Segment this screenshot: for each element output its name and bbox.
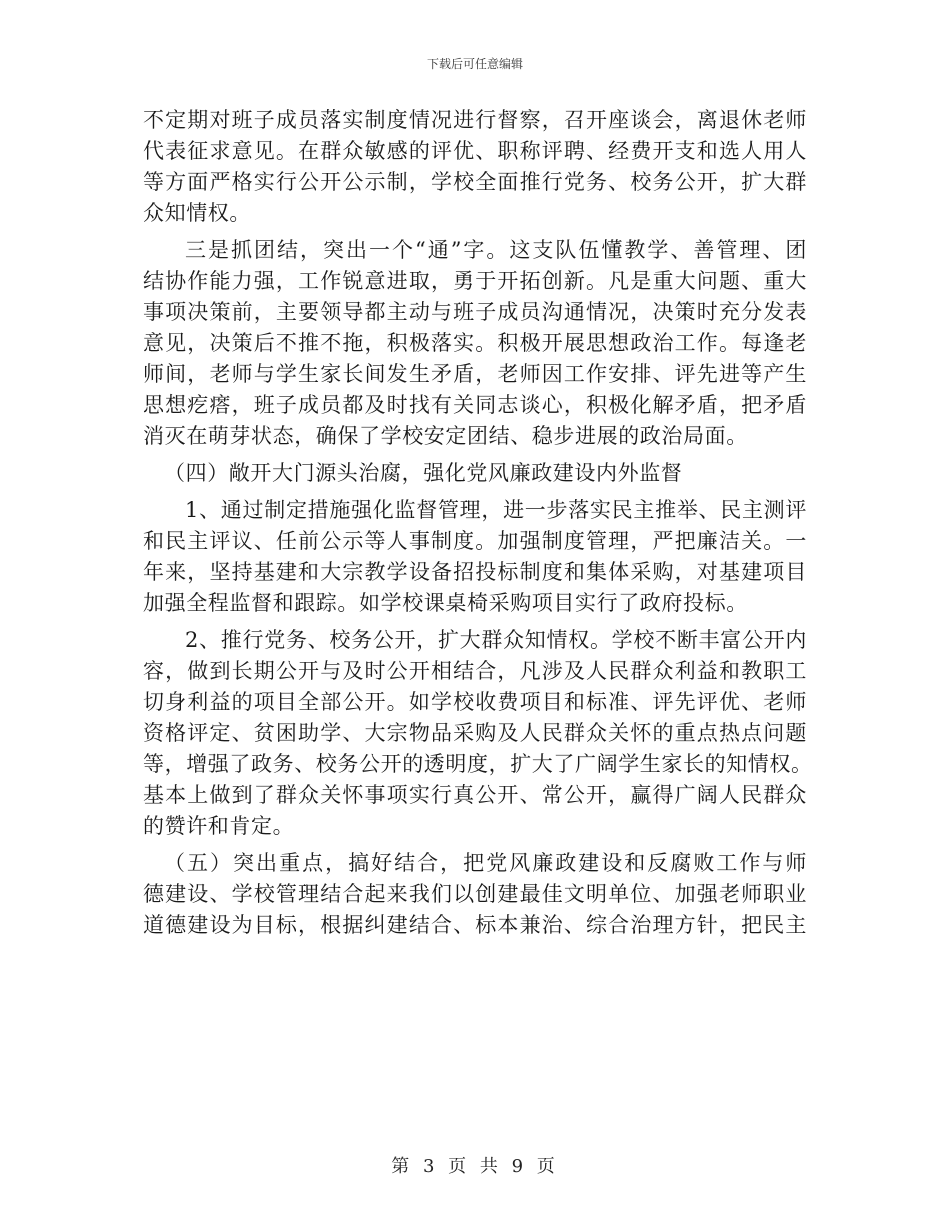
text-line: 2、推行党务、校务公开，扩大群众知情权。学校不断丰富公开内 (185, 628, 807, 652)
text-line: 基本上做到了群众关怀事项实行真公开、常公开，赢得广阔人民群众 (143, 783, 807, 807)
text-line: 师间，老师与学生家长间发生矛盾，老师因工作安排、评先进等产生 (143, 362, 807, 386)
text-line: 加强全程监督和跟踪。如学校课桌椅采购项目实行了政府投标。 (143, 591, 748, 615)
paragraph (143, 625, 813, 842)
page-number-footer: 第 3 页 共 9 页 (391, 1156, 559, 1177)
text-line: 意见，决策后不推不拖，积极落实。积极开展思想政治工作。每逢老 (143, 331, 807, 355)
text-line: 结协作能力强，工作锐意进取，勇于开拓创新。凡是重大问题、重大 (143, 269, 807, 293)
paragraph (143, 105, 807, 229)
text-line: 的赞许和肯定。 (143, 814, 295, 838)
text-line: 等，增强了政务、校务公开的透明度，扩大了广阔学生家长的知情权。 (143, 752, 813, 776)
text-line: 思想疙瘩，班子成员都及时找有关同志谈心，积极化解矛盾，把矛盾 (143, 393, 807, 417)
text-line: 不定期对班子成员落实制度情况进行督察，召开座谈会，离退休老师 (143, 108, 807, 132)
text-line: 资格评定、贫困助学、大宗物品采购及人民群众关怀的重点热点问题 (143, 721, 807, 745)
text-line: 事项决策前，主要领导都主动与班子成员沟通情况，决策时充分发表 (143, 300, 807, 324)
text-line: （四）敞开大门源头治腐，强化党风廉政建设内外监督 (164, 461, 683, 485)
text-line: 年来，坚持基建和大宗教学设备招投标制度和集体采购，对基建项目 (143, 560, 807, 584)
text-line: 切身利益的项目全部公开。如学校收费项目和标准、评先评优、老师 (143, 690, 807, 714)
text-line: 消灭在萌芽状态，确保了学校安定团结、稳步进展的政治局面。 (143, 424, 748, 448)
paragraph (143, 848, 807, 941)
text-line: 代表征求意见。在群众敏感的评优、职称评聘、经费开支和选人用人 (143, 139, 807, 163)
section-heading (143, 458, 807, 489)
text-line: 三是抓团结，突出一个“通”字。这支队伍懂教学、善管理、团 (185, 238, 807, 262)
text-line: 容，做到长期公开与及时公开相结合，凡涉及人民群众利益和教职工 (143, 659, 807, 683)
text-line: 1、通过制定措施强化监督管理，进一步落实民主推举、民主测评 (185, 498, 807, 522)
text-line: 和民主评议、任前公示等人事制度。加强制度管理，严把廉洁关。一 (143, 529, 807, 553)
text-line: 道德建设为目标，根据纠建结合、标本兼治、综合治理方针，把民主 (143, 913, 807, 937)
page-header: 下载后可任意编辑 (426, 57, 523, 71)
text-line: 众知情权。 (143, 201, 251, 225)
paragraph (143, 495, 807, 619)
text-line: 德建设、学校管理结合起来我们以创建最佳文明单位、加强老师职业 (143, 882, 807, 906)
text-line: 等方面严格实行公开公示制，学校全面推行党务、校务公开，扩大群 (143, 170, 807, 194)
paragraph (143, 235, 807, 452)
text-line: （五）突出重点，搞好结合，把党风廉政建设和反腐败工作与师 (164, 851, 807, 875)
document-body (143, 105, 813, 941)
